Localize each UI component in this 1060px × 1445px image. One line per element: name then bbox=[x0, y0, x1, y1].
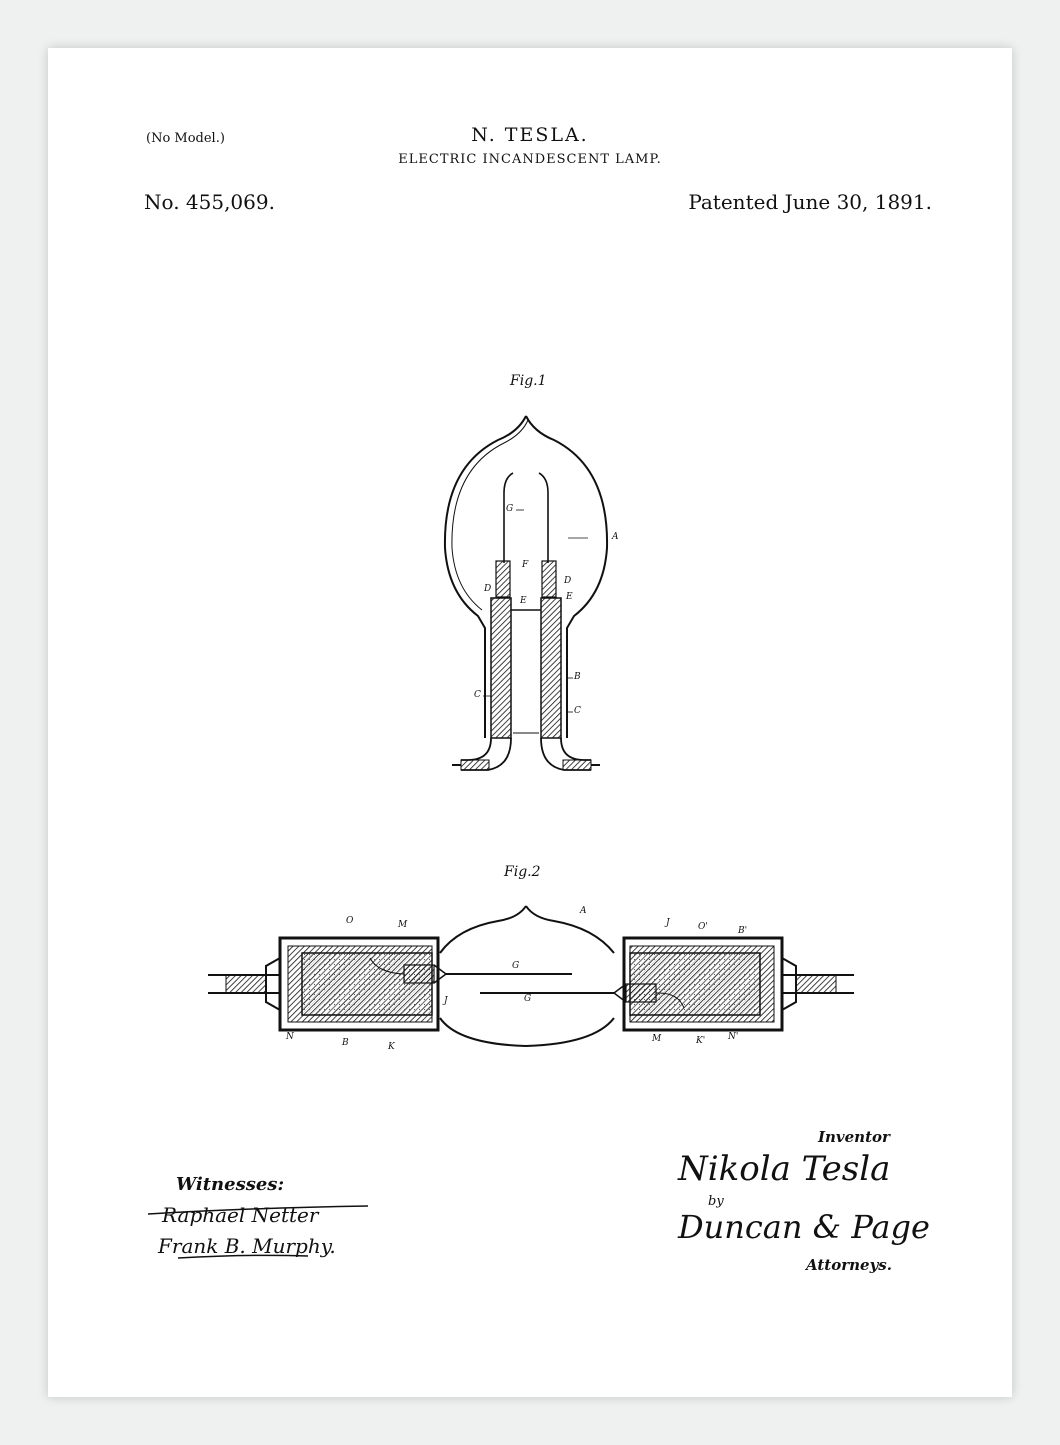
fig2-part-label: M bbox=[398, 920, 408, 930]
fig2-part-label: A bbox=[580, 906, 587, 916]
fig2-part-label: O bbox=[346, 916, 354, 926]
fig2-part-label: M bbox=[652, 1034, 662, 1044]
fig1-part-label: E bbox=[520, 596, 527, 606]
fig1-part-label: E bbox=[566, 592, 573, 602]
fig2-part-label: B' bbox=[738, 926, 748, 936]
inventor-label: Inventor bbox=[818, 1128, 890, 1146]
fig2-part-label: J bbox=[666, 918, 670, 928]
fig2-part-label: J bbox=[444, 996, 448, 1006]
patent-date: Patented June 30, 1891. bbox=[688, 190, 932, 214]
signature-flourishes bbox=[48, 48, 1012, 1397]
patent-number: No. 455,069. bbox=[144, 190, 275, 214]
fig1-part-label: D bbox=[484, 584, 492, 594]
fig1-part-label: A bbox=[612, 532, 619, 542]
attorneys-label: Attorneys. bbox=[806, 1256, 892, 1274]
attorney-signature: Duncan & Page bbox=[678, 1208, 930, 1246]
fig2-part-label: O' bbox=[698, 922, 708, 932]
fig1-part-label: C bbox=[574, 706, 581, 716]
fig1-part-label: B bbox=[574, 672, 581, 682]
fig1-part-label: D bbox=[564, 576, 572, 586]
figure-2-label: Fig.2 bbox=[504, 864, 541, 880]
model-note: (No Model.) bbox=[146, 131, 225, 146]
fig1-part-label: F bbox=[522, 560, 529, 570]
witness-signature-2: Frank B. Murphy. bbox=[158, 1234, 336, 1258]
by-text: by bbox=[708, 1194, 724, 1209]
fig2-part-label: G bbox=[524, 994, 532, 1004]
fig2-part-label: B bbox=[342, 1038, 349, 1048]
fig2-part-label: N' bbox=[728, 1032, 739, 1042]
inventor-signature: Nikola Tesla bbox=[678, 1149, 891, 1189]
fig1-part-label: G bbox=[506, 504, 514, 514]
inventor-name: N. TESLA. bbox=[471, 124, 589, 146]
patent-sheet bbox=[48, 48, 1012, 1397]
figure-1-label: Fig.1 bbox=[510, 373, 547, 389]
patent-title: ELECTRIC INCANDESCENT LAMP. bbox=[398, 152, 662, 167]
witnesses-label: Witnesses: bbox=[176, 1174, 285, 1195]
fig2-part-label: N bbox=[286, 1032, 294, 1042]
fig2-part-label: K bbox=[388, 1042, 395, 1052]
fig2-part-label: K' bbox=[696, 1036, 706, 1046]
fig2-part-label: G bbox=[512, 961, 520, 971]
witness-signature-1: Raphael Netter bbox=[162, 1203, 319, 1227]
fig1-part-label: C bbox=[474, 690, 481, 700]
